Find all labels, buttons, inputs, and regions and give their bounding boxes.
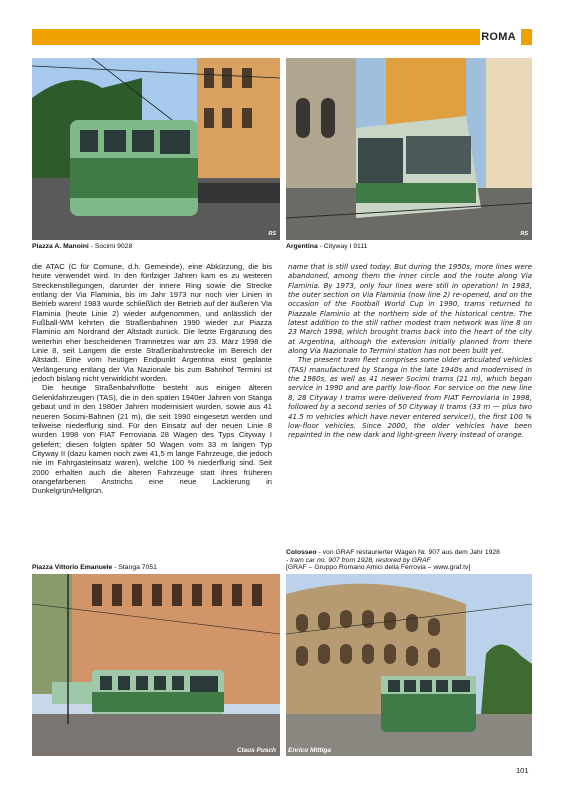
photo-argentina bbox=[286, 58, 532, 240]
caption-title: Argentina bbox=[286, 243, 318, 250]
article-text-english bbox=[288, 262, 532, 440]
photo-piazza-vittorio bbox=[32, 574, 280, 756]
caption-title: Colosseo bbox=[286, 549, 317, 556]
caption-detail: - Cityway I 9111 bbox=[317, 243, 368, 250]
photo-credit: Enrico Mittiga bbox=[288, 747, 331, 754]
caption-top-right bbox=[286, 243, 367, 251]
paragraph-de-2: Die heutige Straßenbahnflotte besteht aus einigen älteren Gelenkfahrzeugen (TAS), die in den späten 1940er Jahren von Stanga gebaut und in den 1980er Jahren modernisiert wurden, sowie aus 41 neueren Socimi-Bahnen (21 m), die seit 1990 eingesetzt werden und teilweise niederflurig sind. Für den Einsatz auf der neuen Linie 8 wurden 1998 von FIAT Ferroviaria 28 Wagen des Typs Cityway I geliefert; diesen folgten später 50 Wagen vom 33 m langen Typ Cityway II (dazu kamen noch zwei 41,5 m lange Fahrzeuge, die jedoch nie im Fahrgasteinsatz waren), welche 100 % niederflurig sind. Seit 2000 erhalten auch die älteren Fahrzeuge statt ihres früheren orangefarbenen Anstrichs eine neue Lackierung in Dunkelgrün/Hellgrün. bbox=[32, 383, 272, 496]
photo-credit: RS bbox=[268, 231, 276, 237]
paragraph-en-1: name that is still used today. But during the 1950s, more lines were abandoned, among them the inner circle and the route along Via Flaminia. By 1973, only four lines were still in operation! In 1983, the outer section on Via Flaminia (now line 2) re-opened, and on the occasion of the Football World Cup in 1990, trams returned to Piazzale Flaminio at the northern side of the historical centre. The latest addition to the still rather modest tram network was line 8 on 23 March 1998, which brought trams back into the heart of the city at Argentina, although the extension initially planned from there along Via Nazionale to Termini station has not been built yet. bbox=[288, 262, 532, 356]
caption-english: - tram car no. 907 from 1928, restored by GRAF bbox=[286, 556, 431, 564]
caption-detail: - Stanga 7051 bbox=[112, 564, 157, 571]
caption-title: Piazza A. Manoini bbox=[32, 243, 89, 250]
photo-credit: Claus Pusch bbox=[236, 747, 276, 754]
caption-detail: - von GRAF restaurierter Wagen Nr. 907 aus dem Jahr 1928 bbox=[316, 549, 500, 556]
caption-graf: [GRAF – Gruppo Romano Amici della Ferrovia – www.graf.tv] bbox=[286, 564, 471, 571]
caption-bottom-right bbox=[286, 549, 500, 572]
caption-bottom-left bbox=[32, 564, 157, 572]
caption-detail: - Socimi 9028 bbox=[88, 243, 133, 250]
section-title: ROMA bbox=[481, 31, 516, 43]
paragraph-de-1: die ATAC (C für Comune, d.h. Gemeinde), eine Abkürzung, die bis heute verwendet wird. In den fünfziger Jahren kam es zu weiteren Streckenstillegungen, darunter der innere Ring sowie die Strecke entlang der Via Flaminia, bis im Jahr 1973 nur noch vier Linien in Betrieb waren! 1983 wurde schließlich der Betrieb auf der äußeren Via Flaminia (heute Linie 2) wieder aufgenommen, und anlässlich der Fußball-WM kehrten die Straßenbahnen 1990 wieder zur Piazza Flaminio am Nordrand der Altstadt zurück. Die letzte Ergänzung des weiterhin eher bescheidenen Tramnetzes war am 23. März 1998 die Linie 8, seit Langem die erste Straßenbahnstrecke im Bereich der Altstadt. Eine vom heutigen Endpunkt Argentina einst geplante Verlängerung entlang der Via Nazionale bis zum Bahnhof Termini ist jedoch bislang nicht verwirklicht worden. bbox=[32, 262, 272, 384]
page-number: 101 bbox=[516, 766, 529, 775]
photo-colosseo bbox=[286, 574, 532, 756]
caption-top-left bbox=[32, 243, 132, 251]
paragraph-en-2: The present tram fleet comprises some older articulated vehicles (TAS) manufactured by Stanga in the late 1940s and modernised in the 1980s, as well as 41 newer Socimi trams (21 m), which began service in 1990 and are partly low-floor. For service on the new line 8, 28 Cityway I trams were delivered from FIAT Ferroviaria in 1998, followed by a second series of 50 Cityway II trams (33 m — plus two 41.5 m vehicles which have never entered service!), the first 100 % low-floor vehicles. Since 2000, the older vehicles have been repainted in the new dark and light-green livery instead of orange. bbox=[288, 355, 532, 440]
article-text-german bbox=[32, 262, 272, 496]
photo-piazza-mancini bbox=[32, 58, 280, 240]
caption-title: Piazza Vittorio Emanuele bbox=[32, 564, 113, 571]
header-accent-bar bbox=[32, 29, 500, 45]
header-accent-tab bbox=[521, 29, 532, 45]
photo-credit: RS bbox=[520, 231, 528, 237]
